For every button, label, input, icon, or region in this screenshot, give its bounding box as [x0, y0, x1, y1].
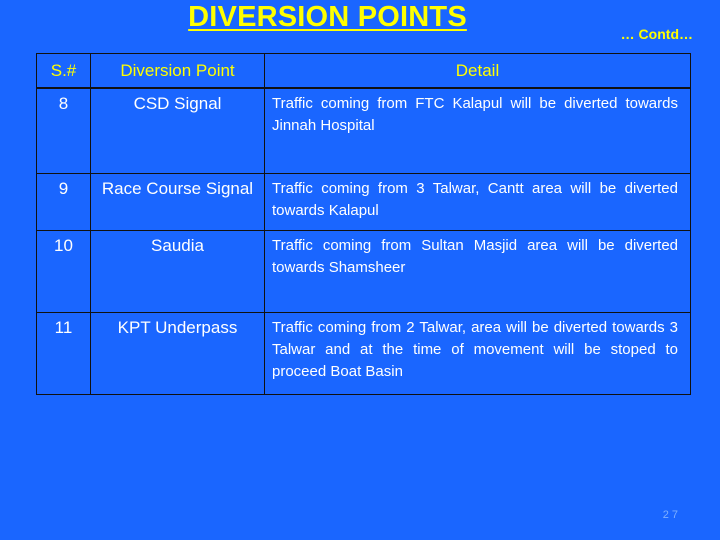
table-row — [37, 230, 691, 312]
table-row — [37, 88, 691, 173]
row-detail: Traffic coming from FTC Kalapul will be diverted towards Jinnah Hospital — [265, 88, 691, 173]
row-serial-number: 9 — [37, 173, 91, 230]
slide-title: DIVERSION POINTS — [188, 1, 467, 33]
table-row — [37, 173, 691, 230]
row-serial-number: 11 — [37, 312, 91, 394]
continued-label: … Contd… — [620, 26, 693, 42]
row-serial-number: 8 — [37, 88, 91, 173]
table-row — [37, 312, 691, 394]
table-header-row — [37, 54, 691, 89]
row-serial-number: 10 — [37, 230, 91, 312]
row-diversion-point: Saudia — [91, 230, 265, 312]
row-diversion-point: Race Course Signal — [91, 173, 265, 230]
row-diversion-point: KPT Underpass — [91, 312, 265, 394]
row-detail: Traffic coming from 2 Talwar, area will be diverted towards 3 Talwar and at the time of movement will be stoped to proceed Boat Basin — [265, 312, 691, 394]
row-detail: Traffic coming from 3 Talwar, Cantt area will be diverted towards Kalapul — [265, 173, 691, 230]
row-detail: Traffic coming from Sultan Masjid area will be diverted towards Shamsheer — [265, 230, 691, 312]
header-detail: Detail — [265, 54, 691, 89]
page-number: 27 — [662, 509, 681, 521]
header-serial-number: S.# — [37, 54, 91, 89]
header-diversion-point: Diversion Point — [91, 54, 265, 89]
row-diversion-point: CSD Signal — [91, 88, 265, 173]
diversion-points-table — [36, 53, 691, 395]
